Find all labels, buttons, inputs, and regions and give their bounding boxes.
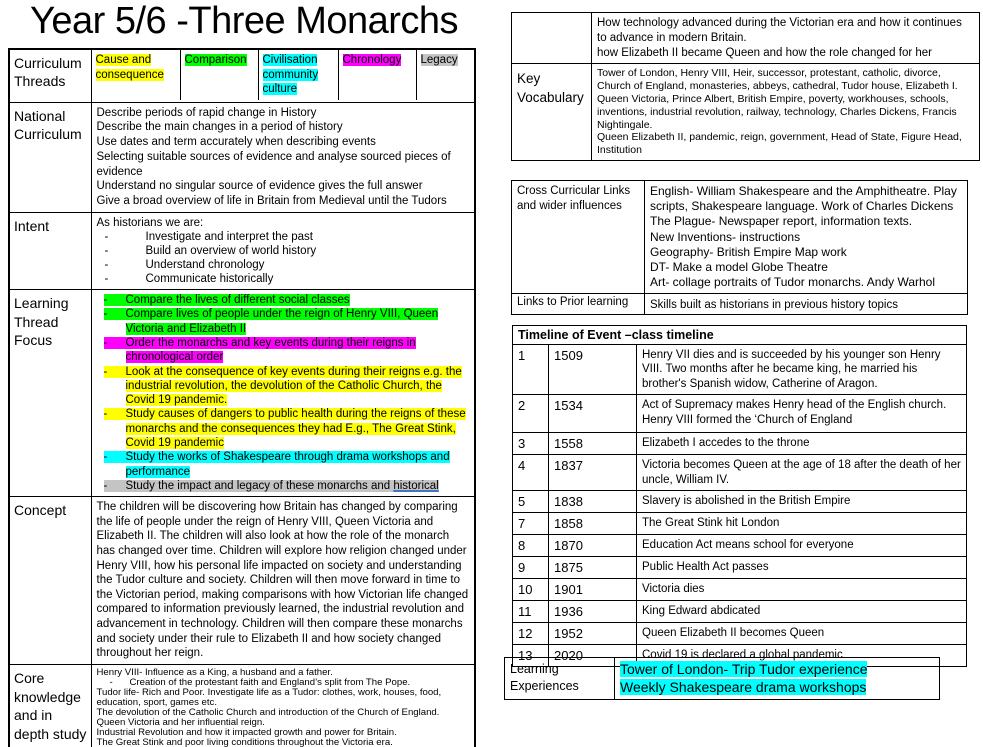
- timeline-event: Public Health Act passes: [637, 557, 967, 579]
- intent-item-text: Communicate historically: [145, 273, 274, 286]
- intent-item: [97, 272, 470, 286]
- highlighted-text: [104, 480, 439, 492]
- cross-curricular-cell: [645, 181, 968, 294]
- concept-paragraph: The children will be discovering how Britain has changed by comparing the life of people under the reign of Henry VIII, Queen Victoria and Elizabeth II. The children will also look at how the role of the monarch has changed over time. Children will explore how religion changed under Henry VIII, how his personal life impacted on society and understanding the Tudor culture and society. Children will then move forward in time to the Victorian period, making comparisons with how Victorian life changed compared to information previously learned, the industrial revolution and advancement in technology. Children will then compare these monarchs and society under their rule to Elizabeth II and how society changed throughout her reign.: [96, 501, 469, 660]
- intent-intro: As historians we are:: [96, 217, 204, 230]
- timeline-year: 1838: [549, 491, 637, 513]
- ltf-item: [97, 450, 470, 479]
- cc-line: The Plague- Newspaper report, information texts.: [650, 214, 913, 229]
- intent-item-text: Build an overview of world history: [145, 245, 317, 258]
- nc-item: Describe the main changes in a period of history: [96, 121, 343, 134]
- row-label-intent: Intent: [9, 213, 91, 290]
- timeline-year: 1534: [549, 395, 637, 433]
- ltf-item-text: Compare the lives of different social classes: [125, 294, 350, 307]
- timeline-event: Elizabeth I accedes to the throne: [637, 433, 967, 455]
- row-label-learning-thread-focus: Learning Thread Focus: [9, 290, 91, 497]
- timeline-event: Queen Elizabeth II becomes Queen: [637, 623, 967, 645]
- prior-learning-cell: [645, 294, 968, 315]
- cc-line: English- William Shakespeare and the Amphitheatre. Play scripts, Shakespeare language. Work of Charles Dickens: [650, 184, 957, 214]
- highlighted-text: Tower of London- Trip Tudor experience: [620, 661, 868, 677]
- nc-item: Selecting suitable sources of evidence and analyse sourced pieces of evidence: [96, 150, 451, 178]
- highlighted-text: [104, 308, 439, 334]
- prior-learning-text: Skills built as historians in previous history topics: [650, 299, 898, 312]
- bullet-dash: -: [103, 479, 108, 492]
- timeline-year: 1837: [549, 455, 637, 491]
- cc-line: Art- collage portraits of Tudor monarchs. Andy Warhol: [650, 275, 936, 290]
- timeline-num: 9: [513, 557, 549, 579]
- timeline-event: King Edward abdicated: [637, 601, 967, 623]
- timeline-year: 1901: [549, 579, 637, 601]
- ck-line: Tudor life- Rich and Poor. Investigate life as a Tudor: clothes, work, houses, food, education, sport, games etc.: [96, 687, 442, 709]
- timeline-num: 11: [513, 601, 549, 623]
- table-row-prior-learning: [512, 294, 968, 315]
- thread-label: Cause and consequence: [95, 54, 164, 81]
- curriculum-threads-cell: [91, 49, 475, 102]
- highlighted-text: [104, 451, 450, 477]
- thread-chronology: [338, 50, 416, 100]
- intent-item-text: Understand chronology: [145, 259, 265, 272]
- ltf-item-text: Compare lives of people under the reign of Henry VIII, Queen Victoria and Elizabeth II: [125, 308, 439, 335]
- ltf-item-text: Look at the consequence of key events during their reigns e.g. the industrial revolution, the devolution of the Catholic Church, the Covid 19 pandemic.: [125, 365, 462, 407]
- cc-line: DT- Make a model Globe Theatre: [650, 260, 828, 275]
- empty-label-cell: [512, 13, 592, 64]
- cc-line: Geography- British Empire Map work: [650, 244, 847, 259]
- timeline-row: [513, 513, 967, 535]
- table-row-learning-experiences: [505, 658, 940, 700]
- highlighted-text: [104, 294, 350, 306]
- underlined-word: historical: [393, 479, 439, 492]
- timeline-row: [513, 491, 967, 513]
- cc-line: New Inventions- instructions: [650, 229, 801, 244]
- key-vocabulary-cell: [592, 64, 980, 161]
- table-row-key-vocabulary: [512, 64, 980, 161]
- timeline-num: 3: [513, 433, 549, 455]
- learning-experience-item: [620, 661, 934, 679]
- timeline-header-row: [513, 326, 967, 345]
- ck-line: Industrial Revolution and how it impacted growth and power for Britain.: [96, 727, 397, 739]
- thread-legacy: [416, 50, 475, 100]
- timeline-num: 4: [513, 455, 549, 491]
- timeline-event: Slavery is abolished in the British Empire: [637, 491, 967, 513]
- table-row-core-knowledge: [9, 665, 475, 747]
- nc-item: Understand no singular source of evidence gives the full answer: [96, 180, 423, 193]
- ltf-item: [97, 336, 470, 365]
- overflow-note-cell: [592, 13, 980, 64]
- row-label-core-knowledge: Core knowledge and in depth study: [9, 665, 91, 747]
- bullet-dash: -: [103, 451, 108, 464]
- timeline-row: [513, 623, 967, 645]
- learning-experience-item: [620, 679, 934, 697]
- timeline-event: Act of Supremacy makes Henry head of the English church. Henry VIII formed the ‘Church of England: [637, 395, 967, 433]
- timeline-num: 7: [513, 513, 549, 535]
- timeline-num: 1: [513, 345, 549, 395]
- learning-experiences-table: [504, 657, 940, 700]
- nc-item: Describe periods of rapid change in History: [96, 106, 317, 119]
- threads-strip: [92, 50, 475, 100]
- row-label-national-curriculum: National Curriculum: [9, 102, 91, 213]
- intent-item: [97, 230, 470, 244]
- row-label-concept: Concept: [9, 497, 91, 665]
- timeline-row: [513, 345, 967, 395]
- ltf-item-text: Study causes of dangers to public health during the reigns of these monarchs and the consequences they had E.g., The Great Stink, Covid 19 pandemic: [125, 408, 466, 450]
- timeline-year: 2020: [549, 645, 637, 667]
- page-title: Year 5/6 -Three Monarchs: [30, 0, 459, 42]
- table-row-curriculum-threads: [9, 49, 475, 102]
- highlighted-text: [104, 366, 462, 407]
- ck-line-text: Creation of the protestant faith and England’s split from The Pope.: [129, 677, 411, 689]
- row-label-learning-experiences: Learning Experiences: [505, 658, 615, 700]
- timeline-event: Education Act means school for everyone: [637, 535, 967, 557]
- national-curriculum-cell: [91, 102, 475, 213]
- curriculum-overview-table: [8, 48, 476, 747]
- thread-cause-and-consequence: [92, 50, 180, 100]
- timeline-num: 13: [513, 645, 549, 667]
- highlighted-text: [104, 337, 416, 363]
- timeline-row: [513, 601, 967, 623]
- row-label-curriculum-threads: Curriculum Threads: [9, 49, 91, 102]
- thread-label: Civilisation community culture: [262, 54, 319, 95]
- bullet-dash: -: [104, 273, 109, 286]
- row-label-key-vocabulary: Key Vocabulary: [512, 64, 592, 161]
- timeline-year: 1875: [549, 557, 637, 579]
- ck-line: Henry VIII- Influence as a King, a husband and a father.: [96, 667, 333, 679]
- nc-item: Give a broad overview of life in Britain from Medieval until the Tudors: [96, 195, 447, 208]
- timeline-num: 5: [513, 491, 549, 513]
- timeline-row: [513, 433, 967, 455]
- timeline-row: [513, 455, 967, 491]
- learning-experiences-cell: [615, 658, 940, 700]
- vocab-group-tudor: Tower of London, Henry VIII, Heir, successor, protestant, catholic, divorce, Church of England, monasteries, abbeys, cathedral, Tudor house, Elizabeth I.: [597, 67, 958, 93]
- ltf-item-text: Study the works of Shakespeare through drama workshops and performance: [125, 451, 450, 478]
- timeline-event: Victoria dies: [637, 579, 967, 601]
- cross-curricular-table: [511, 180, 968, 315]
- thread-label: Chronology: [342, 54, 402, 66]
- bullet-dash: -: [103, 408, 108, 421]
- core-knowledge-cell: [91, 665, 475, 747]
- bullet-dash: -: [103, 294, 108, 307]
- table-row-concept: [9, 497, 475, 665]
- bullet-dash: -: [103, 336, 108, 349]
- timeline-event: The Great Stink hit London: [637, 513, 967, 535]
- ltf-item-text: Study the impact and legacy of these monarchs and: [125, 479, 394, 492]
- ltf-item: [97, 307, 470, 336]
- table-row-overflow-note: [512, 13, 980, 64]
- timeline-num: 8: [513, 535, 549, 557]
- ltf-item-text: Order the monarchs and key events during their reigns in chronological order: [125, 336, 416, 364]
- intent-item-text: Investigate and interpret the past: [145, 231, 313, 244]
- timeline-year: 1509: [549, 345, 637, 395]
- learning-thread-focus-cell: [91, 290, 475, 497]
- thread-label: Legacy: [420, 54, 458, 66]
- table-row-learning-thread-focus: [9, 290, 475, 497]
- timeline-year: 1558: [549, 433, 637, 455]
- table-row-intent: [9, 213, 475, 290]
- ltf-item: [97, 407, 470, 450]
- timeline-num: 12: [513, 623, 549, 645]
- vocab-group-modern: Queen Elizabeth II, pandemic, reign, government, Head of State, Figure Head, Institution: [597, 131, 962, 157]
- ck-line: The Great Stink and poor living conditions throughout the Victoria era.: [96, 737, 393, 747]
- row-label-cross-curricular: Cross Curricular Links and wider influences: [512, 181, 645, 294]
- timeline-row: [513, 395, 967, 433]
- bullet-dash: -: [103, 308, 108, 321]
- timeline-event: Victoria becomes Queen at the age of 18 after the death of her uncle, William IV.: [637, 455, 967, 491]
- bullet-dash: -: [109, 677, 113, 689]
- thread-label: Comparison: [184, 54, 247, 66]
- timeline-row: [513, 535, 967, 557]
- ltf-item: [97, 365, 470, 408]
- timeline-year: 1870: [549, 535, 637, 557]
- timeline-year: 1952: [549, 623, 637, 645]
- timeline-row: [513, 557, 967, 579]
- intent-item: [97, 244, 470, 258]
- bullet-dash: -: [104, 231, 109, 244]
- thread-comparison: [180, 50, 258, 100]
- ltf-item: [97, 479, 470, 493]
- bullet-dash: -: [103, 365, 108, 378]
- bullet-dash: -: [104, 245, 109, 258]
- thread-civilisation: [258, 50, 338, 100]
- highlighted-text: Weekly Shakespeare drama workshops: [620, 678, 867, 695]
- row-label-prior-learning: Links to Prior learning: [512, 294, 645, 315]
- overflow-note-line: how Elizabeth II became Queen and how the role changed for her: [597, 46, 932, 59]
- concept-cell: [91, 497, 475, 665]
- vocab-group-victorian: Queen Victoria, Prince Albert, British Empire, poverty, workhouses, schools, inventions, industrial revolution, railway, technology, Charles Dickens, Francis Nightingale.: [597, 92, 957, 131]
- timeline-year: 1858: [549, 513, 637, 535]
- key-vocabulary-table: [511, 12, 980, 161]
- intent-item: [97, 258, 470, 272]
- highlighted-text: [104, 408, 466, 449]
- timeline-title: Timeline of Event –class timeline: [513, 326, 967, 345]
- nc-item: Use dates and term accurately when describing events: [96, 136, 376, 149]
- ltf-item: [97, 293, 470, 307]
- timeline-table: [512, 325, 967, 667]
- overflow-note-line: How technology advanced during the Victorian era and how it continues to advance in modern Britain.: [597, 17, 962, 44]
- timeline-year: 1936: [549, 601, 637, 623]
- table-row-cross-curricular: [512, 181, 968, 294]
- intent-cell: [91, 213, 475, 290]
- timeline-row: [513, 579, 967, 601]
- timeline-num: 2: [513, 395, 549, 433]
- timeline-num: 10: [513, 579, 549, 601]
- ck-line: The devolution of the Catholic Church and introduction of the Church of England.: [96, 707, 440, 719]
- table-row-national-curriculum: [9, 102, 475, 213]
- timeline-event: Henry VII dies and is succeeded by his younger son Henry VIII. Two months after he became king, he married his brother's Spanish widow, Catherine of Aragon.: [637, 345, 967, 395]
- timeline-event: Covid 19 is declared a global pandemic: [637, 645, 967, 667]
- bullet-dash: -: [104, 259, 109, 272]
- ck-line: Queen Victoria and her influential reign.: [96, 717, 265, 729]
